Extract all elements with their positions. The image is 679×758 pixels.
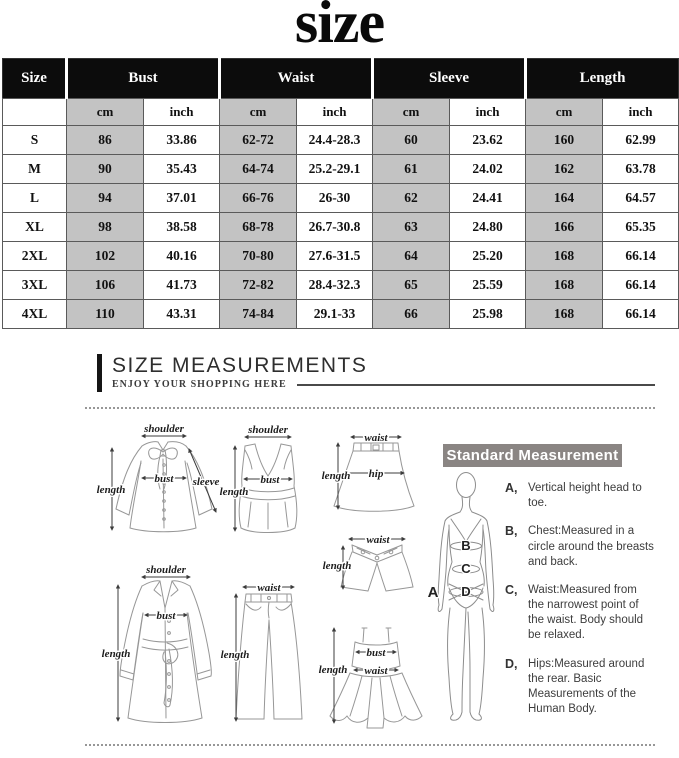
cell: 38.58 — [144, 213, 220, 242]
cell: 24.41 — [450, 184, 526, 213]
cell: 25.59 — [450, 271, 526, 300]
cell: 4XL — [3, 300, 67, 329]
bust-label: bust — [260, 474, 280, 486]
bust-label: bust — [154, 473, 174, 485]
shoulder-label: shoulder — [144, 423, 184, 435]
body-figure-diagram — [428, 473, 494, 721]
table-row — [3, 213, 679, 242]
cell: 25.98 — [450, 300, 526, 329]
cell: L — [3, 184, 67, 213]
table-row — [3, 300, 679, 329]
dress-diagram — [319, 628, 422, 728]
cell: 166 — [526, 213, 603, 242]
unit-cm: cm — [67, 99, 144, 126]
mark-d: D — [461, 584, 471, 599]
cell: 2XL — [3, 242, 67, 271]
cell: 65 — [373, 271, 450, 300]
cell: 64 — [373, 242, 450, 271]
shoulder-label: shoulder — [146, 564, 186, 576]
cell: 63.78 — [603, 155, 679, 184]
cell: 3XL — [3, 271, 67, 300]
measurement-item-b — [505, 524, 655, 570]
unit-inch: inch — [297, 99, 373, 126]
cell: 64.57 — [603, 184, 679, 213]
unit-cm: cm — [220, 99, 297, 126]
cell: 94 — [67, 184, 144, 213]
cell: 24.02 — [450, 155, 526, 184]
hip-label: hip — [368, 468, 384, 480]
cell: 74-84 — [220, 300, 297, 329]
header-accent-bar — [97, 354, 102, 392]
cell: 61 — [373, 155, 450, 184]
measurement-item-c — [505, 583, 655, 644]
table-row — [3, 155, 679, 184]
cell: 33.86 — [144, 126, 220, 155]
skirt-diagram — [322, 432, 414, 511]
cell: 37.01 — [144, 184, 220, 213]
item-letter: B, — [505, 524, 518, 539]
cell: 63 — [373, 213, 450, 242]
cell: 66-76 — [220, 184, 297, 213]
size-measurements-header — [97, 354, 655, 392]
page-title: size — [294, 0, 385, 55]
waist-label: waist — [366, 534, 390, 546]
cell: 25.2-29.1 — [297, 155, 373, 184]
cell: 35.43 — [144, 155, 220, 184]
cell: 28.4-32.3 — [297, 271, 373, 300]
cell: 62-72 — [220, 126, 297, 155]
cell: S — [3, 126, 67, 155]
size-table — [2, 58, 679, 329]
standard-measurement-title: Standard Measurement — [443, 444, 622, 467]
table-row — [3, 242, 679, 271]
mark-a: A — [427, 584, 439, 601]
section-subtitle: ENJOY YOUR SHOPPING HERE — [112, 379, 287, 390]
col-sleeve: Sleeve — [373, 59, 526, 99]
tank-top-diagram — [220, 424, 297, 533]
mark-b: B — [461, 538, 471, 553]
cell: 110 — [67, 300, 144, 329]
cell: 160 — [526, 126, 603, 155]
bust-label: bust — [156, 610, 176, 622]
units-empty-cell — [3, 99, 67, 126]
sleeve-label: sleeve — [192, 476, 220, 488]
cell: 62 — [373, 184, 450, 213]
blouse-diagram — [97, 423, 220, 532]
dotted-divider-bottom — [85, 744, 655, 746]
cell: 60 — [373, 126, 450, 155]
cell: 66.14 — [603, 271, 679, 300]
cell: 27.6-31.5 — [297, 242, 373, 271]
length-label: length — [219, 486, 249, 498]
cell: M — [3, 155, 67, 184]
garment-diagrams — [85, 415, 500, 748]
measurement-item-d — [505, 657, 655, 718]
length-label: length — [318, 664, 348, 676]
cell: 23.62 — [450, 126, 526, 155]
cell: 29.1-33 — [297, 300, 373, 329]
waist-label: waist — [364, 432, 388, 444]
cell: 26.7-30.8 — [297, 213, 373, 242]
cell: 168 — [526, 242, 603, 271]
cell: 98 — [67, 213, 144, 242]
pants-diagram — [221, 582, 302, 721]
item-text: Chest:Measured in a circle around the breasts and back. — [528, 525, 654, 568]
shorts-diagram — [323, 534, 413, 591]
cell: XL — [3, 213, 67, 242]
cell: 168 — [526, 271, 603, 300]
table-row — [3, 271, 679, 300]
unit-inch: inch — [603, 99, 679, 126]
cell: 26-30 — [297, 184, 373, 213]
waist-label: waist — [364, 665, 388, 677]
table-units-row — [3, 99, 679, 126]
col-bust: Bust — [67, 59, 220, 99]
table-group-header-row — [3, 59, 679, 99]
cell: 106 — [67, 271, 144, 300]
col-waist: Waist — [220, 59, 373, 99]
cell: 25.20 — [450, 242, 526, 271]
table-row — [3, 126, 679, 155]
item-text: Vertical height head to toe. — [528, 482, 642, 510]
cell: 162 — [526, 155, 603, 184]
unit-cm: cm — [526, 99, 603, 126]
cell: 86 — [67, 126, 144, 155]
subtitle-rule — [297, 384, 655, 386]
cell: 66.14 — [603, 242, 679, 271]
cell: 40.16 — [144, 242, 220, 271]
waist-label: waist — [257, 582, 281, 594]
unit-cm: cm — [373, 99, 450, 126]
item-letter: D, — [505, 656, 518, 671]
cell: 68-78 — [220, 213, 297, 242]
cell: 66 — [373, 300, 450, 329]
length-label: length — [321, 470, 351, 482]
item-letter: A, — [505, 481, 518, 495]
unit-inch: inch — [450, 99, 526, 126]
cell: 70-80 — [220, 242, 297, 271]
cell: 168 — [526, 300, 603, 329]
cell: 72-82 — [220, 271, 297, 300]
cell: 62.99 — [603, 126, 679, 155]
coat-diagram — [102, 564, 212, 723]
cell: 66.14 — [603, 300, 679, 329]
item-letter: C, — [505, 582, 518, 597]
dotted-divider-top — [85, 407, 655, 409]
length-label: length — [96, 484, 126, 496]
cell: 41.73 — [144, 271, 220, 300]
shoulder-label: shoulder — [248, 424, 288, 436]
bust-label: bust — [366, 647, 386, 659]
table-row — [3, 184, 679, 213]
cell: 164 — [526, 184, 603, 213]
cell: 90 — [67, 155, 144, 184]
cell: 24.4-28.3 — [297, 126, 373, 155]
cell: 64-74 — [220, 155, 297, 184]
item-text: Waist:Measured from the narrowest point of the waist. Body should be relaxed. — [528, 583, 644, 642]
cell: 24.80 — [450, 213, 526, 242]
length-label: length — [220, 649, 250, 661]
measurement-item-a — [505, 481, 655, 511]
mark-c: C — [461, 561, 471, 576]
length-label: length — [101, 648, 131, 660]
cell: 102 — [67, 242, 144, 271]
col-length: Length — [526, 59, 679, 99]
col-size: Size — [3, 59, 67, 99]
measurement-descriptions — [505, 481, 655, 730]
length-label: length — [322, 560, 352, 572]
section-title: SIZE MEASUREMENTS — [112, 354, 368, 377]
cell: 43.31 — [144, 300, 220, 329]
item-text: Hips:Measured around the rear. Basic Measurements of the Human Body. — [528, 657, 645, 716]
unit-inch: inch — [144, 99, 220, 126]
cell: 65.35 — [603, 213, 679, 242]
